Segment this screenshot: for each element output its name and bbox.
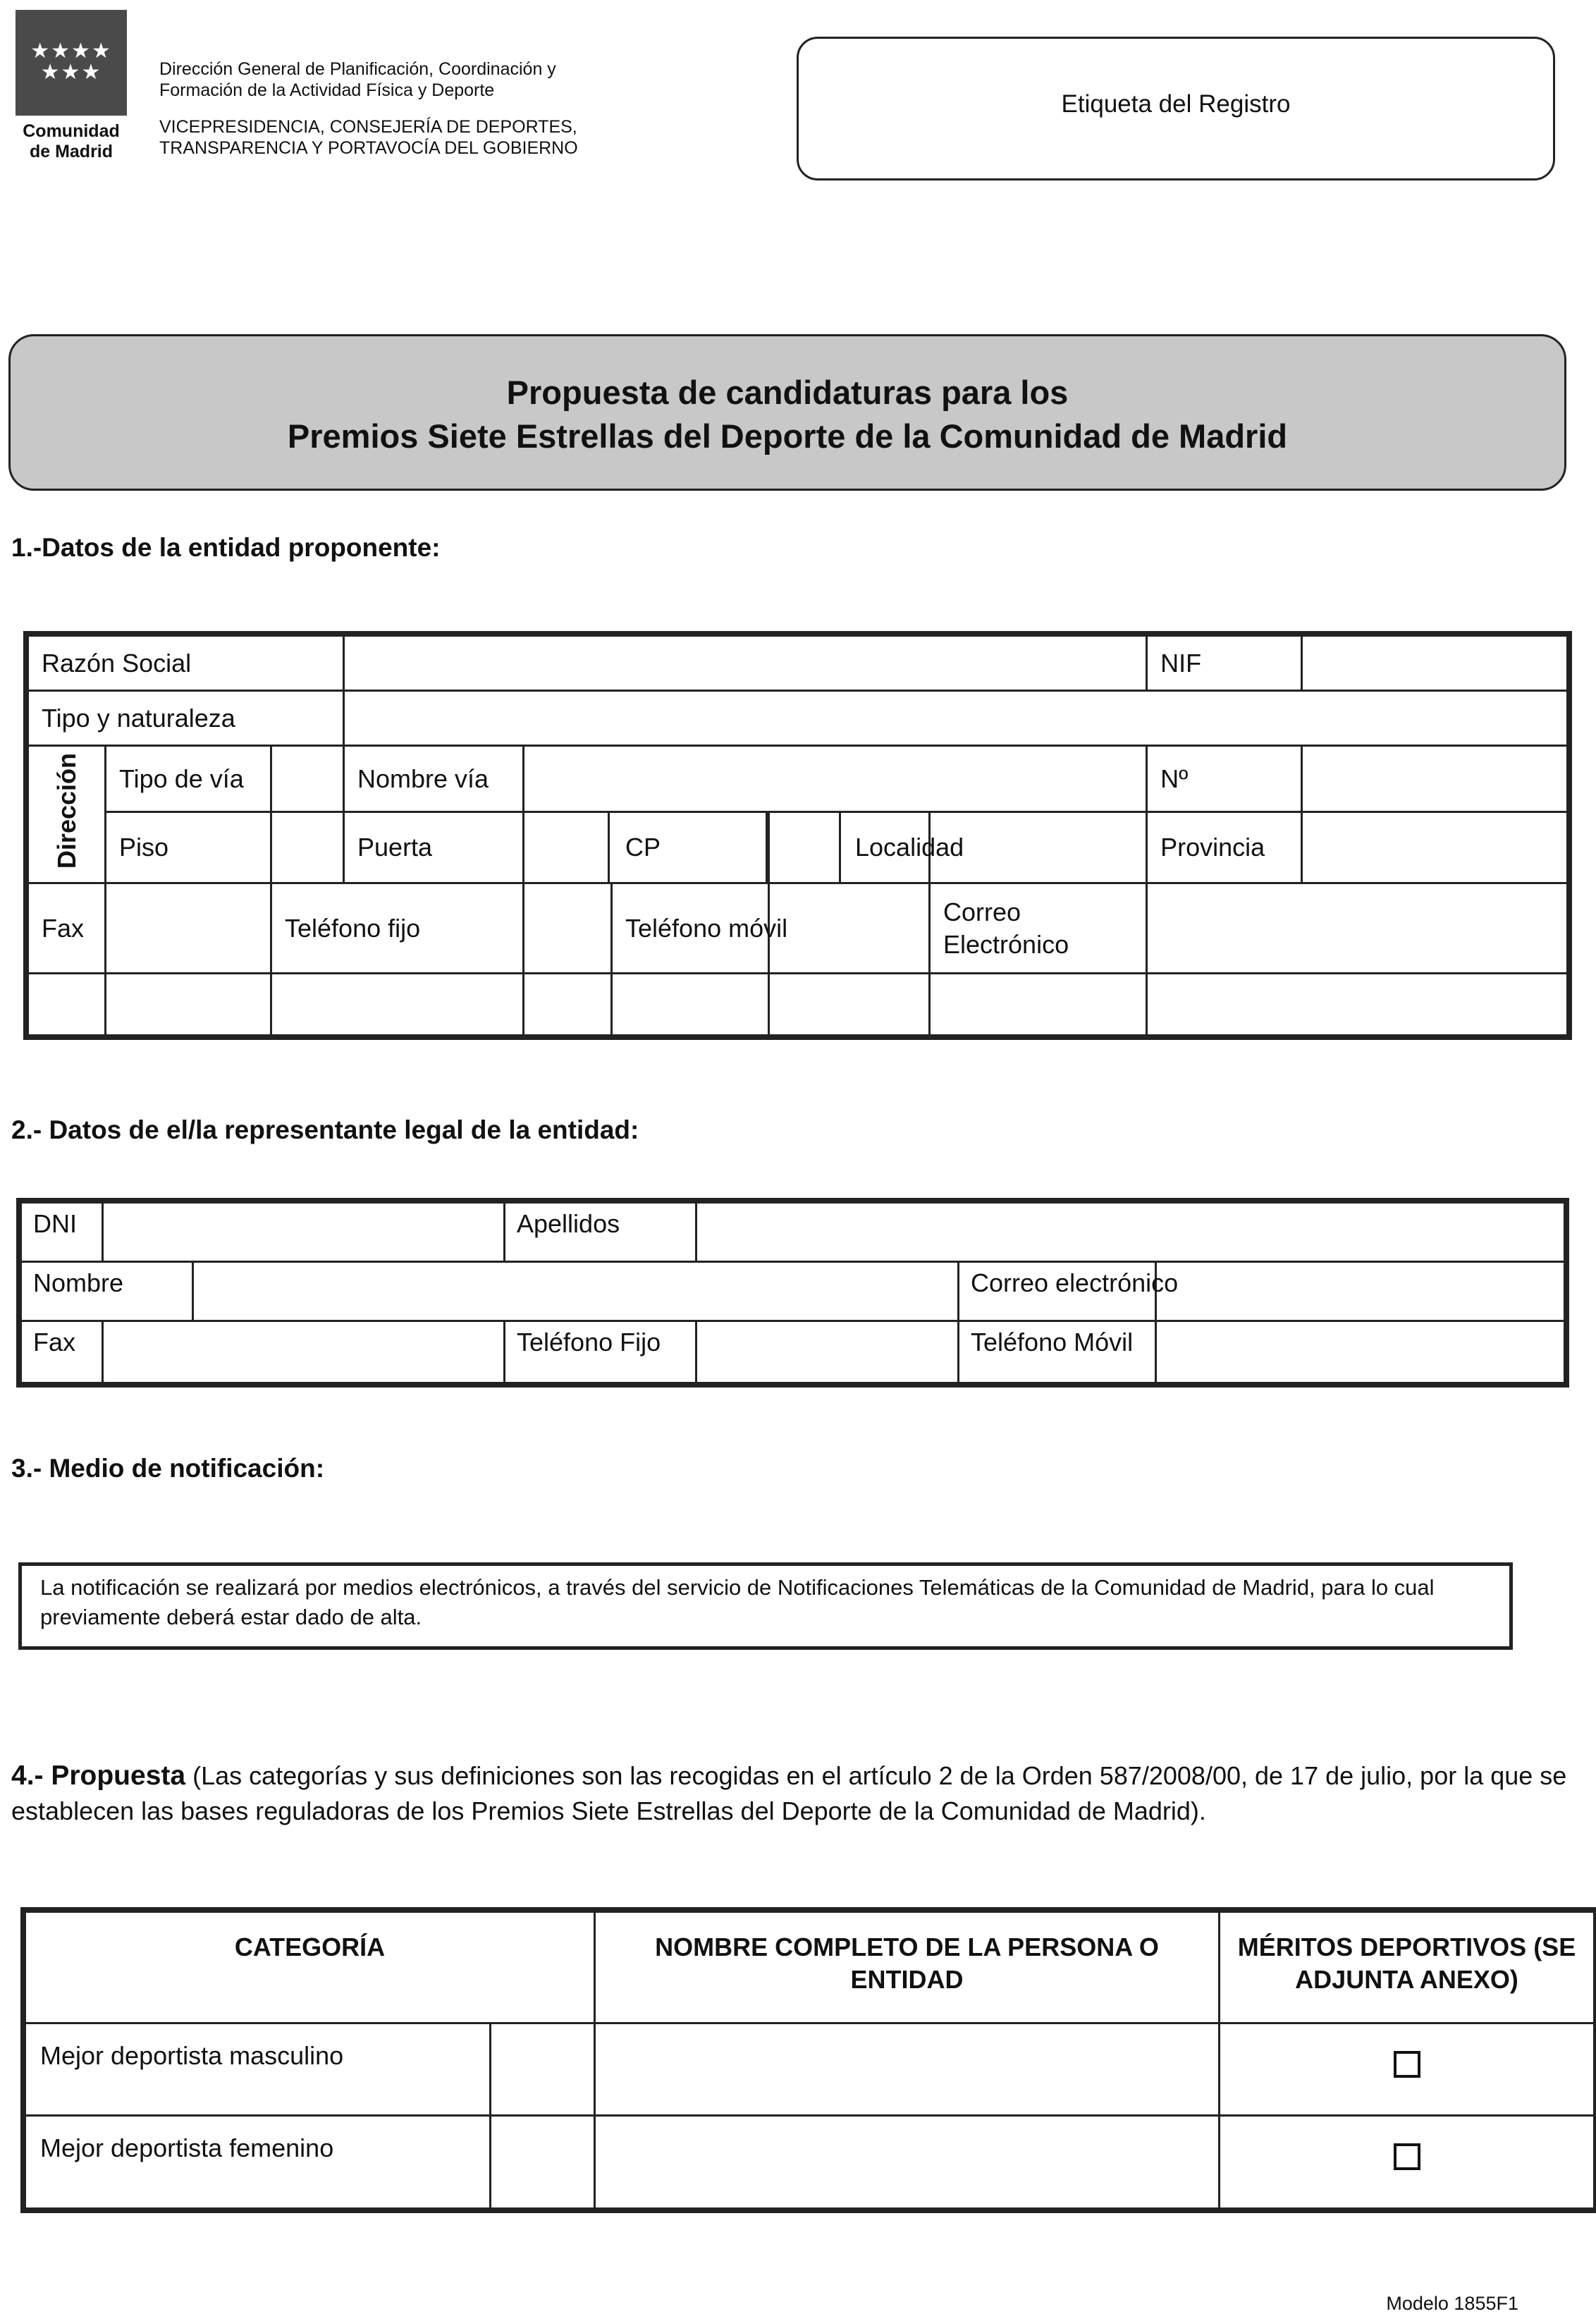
table-row: [25, 2116, 1595, 2209]
section3-heading: 3.- Medio de notificación:: [11, 1454, 325, 1483]
telefono-movil-rep-label: Teléfono Móvil: [959, 1321, 1156, 1383]
modelo-footer: Modelo 1855F1: [1386, 2293, 1518, 2314]
meritos-masculino-cell: [1220, 2023, 1595, 2116]
blank-cell[interactable]: [491, 2116, 595, 2209]
org-line-4: TRANSPARENCIA Y PORTAVOCÍA DEL GOBIERNO: [159, 138, 578, 158]
blank-cell-2[interactable]: [106, 974, 271, 1036]
col-nombre-header: NOMBRE COMPLETO DE LA PERSONA O ENTIDAD: [595, 1912, 1220, 2023]
dni-field[interactable]: [103, 1203, 505, 1262]
entity-data-table: [27, 635, 1569, 1036]
telefono-movil-label: Teléfono móvil: [612, 883, 769, 974]
nif-field[interactable]: [1302, 636, 1568, 691]
telefono-fijo-label: Teléfono fijo: [271, 883, 524, 974]
cp-localidad-cell: [769, 812, 964, 883]
piso-field[interactable]: [271, 812, 344, 883]
puerta-label: Puerta: [344, 812, 524, 883]
numero-label: Nº: [1147, 746, 1302, 812]
org-line-3: VICEPRESIDENCIA, CONSEJERÍA DE DEPORTES,: [159, 117, 577, 137]
correo-rep-field[interactable]: [1156, 1262, 1565, 1321]
blank-cell-7[interactable]: [930, 974, 1147, 1036]
dni-label: DNI: [21, 1203, 103, 1262]
representative-table: [20, 1201, 1566, 1384]
blank-cell[interactable]: [491, 2023, 595, 2116]
tipo-naturaleza-field[interactable]: [344, 691, 1568, 746]
proposal-table: [24, 1911, 1595, 2210]
registry-label-box: [797, 37, 1555, 180]
blank-cell-1[interactable]: [28, 974, 106, 1036]
telefono-movil-rep-field[interactable]: [1156, 1321, 1565, 1383]
fax-rep-field[interactable]: [103, 1321, 505, 1383]
org-line-1: Dirección General de Planificación, Coordinación y: [159, 59, 556, 79]
correo-field[interactable]: [1147, 883, 1568, 974]
tipo-via-label: Tipo de vía: [106, 746, 271, 812]
razon-social-label: Razón Social: [28, 636, 344, 691]
cp-localidad-subtable: [770, 813, 964, 882]
blank-cell-4[interactable]: [524, 974, 612, 1036]
notification-text: La notificación se realizará por medios electrónicos, a través del servicio de Notificaciones Telemáticas de la Comunidad de Madrid, para lo cual previamente deberá estar dado de alta.: [40, 1575, 1435, 1629]
fax-rep-label: Fax: [21, 1321, 103, 1383]
cp-label: CP: [609, 813, 767, 882]
blank-cell-5[interactable]: [612, 974, 769, 1036]
apellidos-label: Apellidos: [505, 1203, 696, 1262]
logo-stars-icon: ★★★★ ★★★: [30, 39, 112, 84]
localidad-label: Localidad: [855, 833, 964, 862]
nombre-field[interactable]: [193, 1262, 959, 1321]
nombre-via-label: Nombre vía: [344, 746, 524, 812]
categoria-masculino: Mejor deportista masculino: [25, 2023, 491, 2116]
nif-label: NIF: [1147, 636, 1302, 691]
title-line-1: Propuesta de candidaturas para los: [506, 374, 1069, 411]
meritos-masculino-checkbox[interactable]: [1394, 2051, 1420, 2078]
piso-label: Piso: [106, 812, 271, 883]
table-row: [25, 2023, 1595, 2116]
telefono-fijo-rep-field[interactable]: [696, 1321, 959, 1383]
meritos-femenino-checkbox[interactable]: [1394, 2143, 1420, 2170]
puerta-cp-cell: [524, 812, 769, 883]
section4-heading: 4.- Propuesta: [11, 1760, 186, 1791]
proposal-paragraph: [11, 1758, 1588, 1829]
direccion-label: Dirección: [51, 753, 81, 869]
fax-field[interactable]: [106, 883, 271, 974]
correo-label: Correo Electrónico: [930, 883, 1147, 974]
nombre-femenino-field[interactable]: [595, 2116, 1220, 2209]
puerta-field[interactable]: [524, 813, 609, 882]
direccion-label-cell: [28, 746, 106, 883]
numero-field[interactable]: [1302, 746, 1568, 812]
blank-cell-8[interactable]: [1147, 974, 1568, 1036]
org-line-2: Formación de la Actividad Física y Deporte: [159, 80, 495, 100]
meritos-femenino-cell: [1220, 2116, 1595, 2209]
registry-label: Etiqueta del Registro: [1061, 90, 1291, 118]
telefono-movil-field[interactable]: [769, 883, 930, 974]
fax-label: Fax: [28, 883, 106, 974]
correo-rep-label: Correo electrónico: [959, 1262, 1156, 1321]
tipo-via-field[interactable]: [271, 746, 344, 812]
provincia-field[interactable]: [1302, 812, 1568, 883]
nombre-label: Nombre: [21, 1262, 193, 1321]
blank-cell-6[interactable]: [769, 974, 930, 1036]
section4-text: (Las categorías y sus definiciones son las recogidas en el artículo 2 de la Orden 587/2008/00, de 17 de julio, por la que se establecen las bases reguladoras de los Premios Siete Estrellas del Deporte de la Comunidad de Madrid).: [11, 1761, 1567, 1825]
tipo-naturaleza-label: Tipo y naturaleza: [28, 691, 344, 746]
section2-heading: 2.- Datos de el/la representante legal de la entidad:: [11, 1115, 639, 1144]
categoria-femenino: Mejor deportista femenino: [25, 2116, 491, 2209]
title-line-2: Premios Siete Estrellas del Deporte de la Comunidad de Madrid: [287, 417, 1288, 455]
cp-field[interactable]: [770, 813, 840, 882]
apellidos-field[interactable]: [696, 1203, 1565, 1262]
section1-heading: 1.-Datos de la entidad proponente:: [11, 533, 441, 562]
puerta-cp-subtable: [524, 813, 768, 882]
notification-text-box: [18, 1562, 1513, 1650]
title-box: [8, 334, 1566, 491]
telefono-fijo-field[interactable]: [524, 883, 612, 974]
blank-cell-3[interactable]: [271, 974, 524, 1036]
nombre-masculino-field[interactable]: [595, 2023, 1220, 2116]
logo-name: Comunidad de Madrid: [23, 121, 120, 161]
col-categoria-header: CATEGORÍA: [25, 1912, 595, 2023]
telefono-fijo-rep-label: Teléfono Fijo: [505, 1321, 696, 1383]
razon-social-field[interactable]: [344, 636, 1147, 691]
nombre-via-field[interactable]: [524, 746, 1147, 812]
provincia-label: Provincia: [1147, 812, 1302, 883]
comunidad-madrid-logo: [16, 10, 127, 159]
col-meritos-header: MÉRITOS DEPORTIVOS (SE ADJUNTA ANEXO): [1220, 1912, 1595, 2023]
